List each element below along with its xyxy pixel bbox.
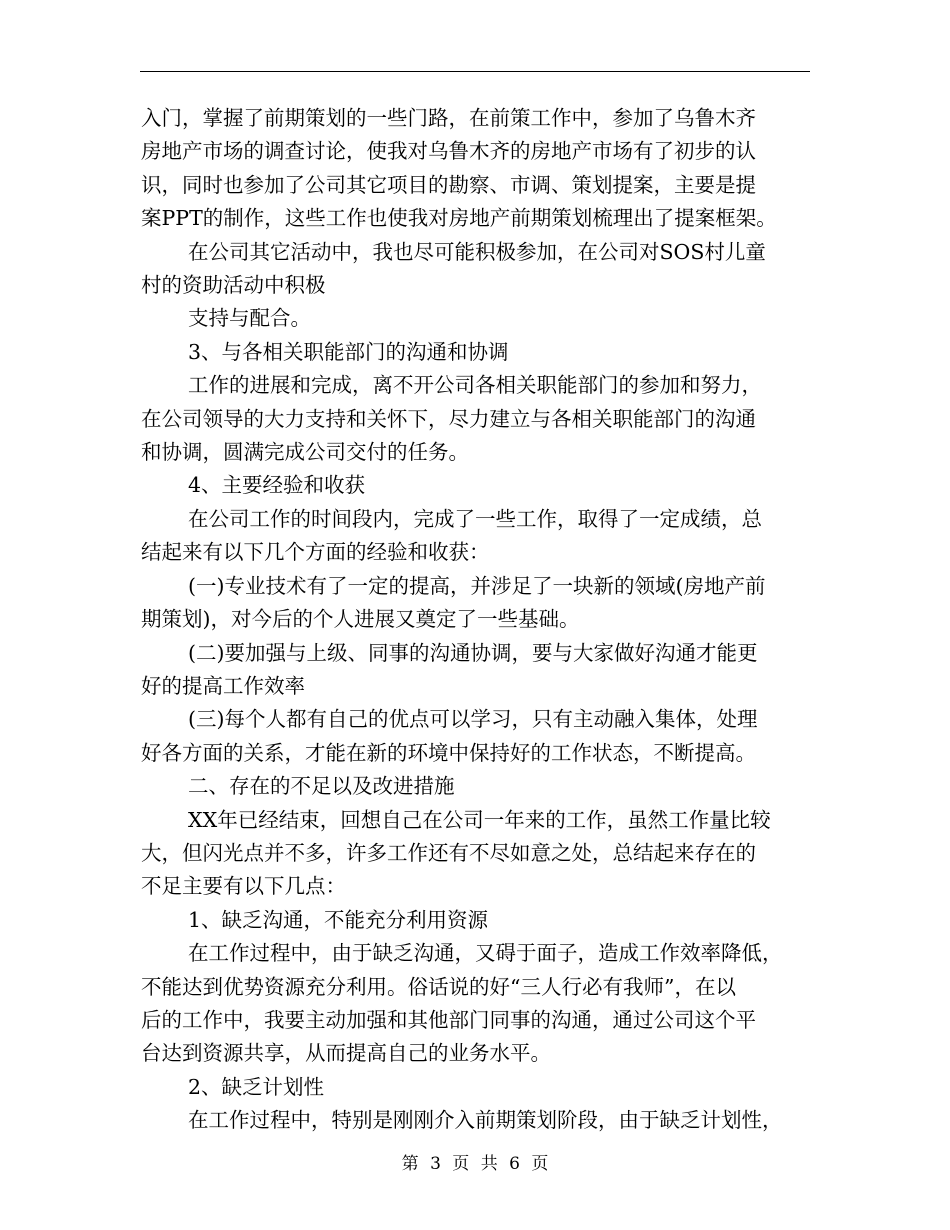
text-line: 支持与配合。 [188,306,311,331]
text-line: 后的工作中，我要主动加强和其他部门同事的沟通，通过公司这个平 [141,1007,756,1032]
text-line: 好的提高工作效率 [141,673,305,698]
section-heading: 2、缺乏计划性 [188,1074,325,1099]
text-line: XX年已经结束，回想自己在公司一年来的工作，虽然工作量比较 [188,807,771,832]
text-line: 工作的进展和完成，离不开公司各相关职能部门的参加和努力， [188,373,762,398]
section-heading: 二、存在的不足以及改进措施 [188,774,455,799]
text-line: 期策划)，对今后的个人进展又奠定了一些基础。 [141,607,580,632]
text-line: (二)要加强与上级、同事的沟通协调，要与大家做好沟通才能更 [188,640,758,665]
page-number-footer: 第 3 页 共 6 页 [401,1154,549,1174]
text-line: 在公司其它活动中，我也尽可能积极参加，在公司对SOS村儿童 [188,239,766,264]
text-line: 在工作过程中，特别是刚刚介入前期策划阶段，由于缺乏计划性， [188,1108,783,1133]
text-line: 好各方面的关系，才能在新的环境中保持好的工作状态，不断提高。 [141,740,756,765]
text-line: 台达到资源共享，从而提高自己的业务水平。 [141,1041,551,1066]
header-rule [140,71,810,72]
section-heading: 1、缺乏沟通，不能充分利用资源 [188,907,489,932]
text-line: 房地产市场的调查讨论，使我对乌鲁木齐的房地产市场有了初步的认 [141,139,756,164]
text-line: (三)每个人都有自己的优点可以学习，只有主动融入集体，处理 [188,707,758,732]
text-line: 和协调，圆满完成公司交付的任务。 [141,440,469,465]
text-line: (一)专业技术有了一定的提高，并涉足了一块新的领域(房地产前 [188,573,766,598]
text-line: 结起来有以下几个方面的经验和收获： [141,540,490,565]
text-line: 在公司领导的大力支持和关怀下，尽力建立与各相关职能部门的沟通 [141,406,756,431]
text-line: 大，但闪光点并不多，许多工作还有不尽如意之处，总结起来存在的 [141,840,756,865]
section-heading: 4、主要经验和收获 [188,473,366,498]
text-line: 不能达到优势资源充分利用。俗话说的好“三人行必有我师”，在以 [141,974,736,999]
text-line: 在公司工作的时间段内，完成了一些工作，取得了一定成绩，总 [188,506,762,531]
document-body [141,102,811,1138]
text-line: 识，同时也参加了公司其它项目的勘察、市调、策划提案，主要是提 [141,172,756,197]
text-line: 在工作过程中，由于缺乏沟通，又碍于面子，造成工作效率降低， [188,941,783,966]
section-heading: 3、与各相关职能部门的沟通和协调 [188,339,509,364]
text-line: 不足主要有以下几点： [141,874,346,899]
text-line: 入门，掌握了前期策划的一些门路，在前策工作中，参加了乌鲁木齐 [141,106,756,130]
text-line: 村的资助活动中积极 [141,273,326,298]
text-line: 案PPT的制作，这些工作也使我对房地产前期策划梳理出了提案框架。 [141,206,777,231]
